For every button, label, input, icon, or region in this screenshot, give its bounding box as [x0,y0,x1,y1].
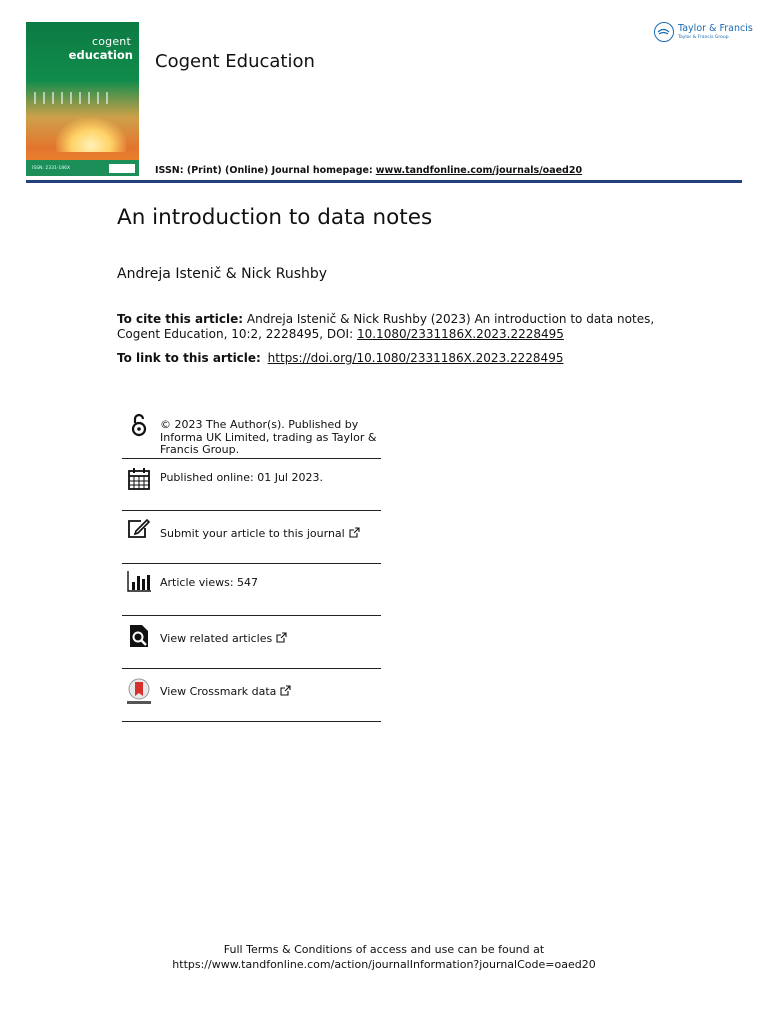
external-link-icon [276,632,287,647]
external-link-icon [349,527,360,542]
article-authors: Andreja Istenič & Nick Rushby [117,266,328,282]
cover-brand-education: education [68,48,133,62]
cite-label: To cite this article: [117,312,244,326]
submit-row[interactable] [122,510,381,564]
edit-icon [126,516,152,542]
journal-cover-image [26,22,139,176]
license-text: © 2023 The Author(s). Published by Informa UK Limited, trading as Taylor & Francis Group. [160,418,377,456]
related-row[interactable] [122,615,381,669]
crossmark-icon [126,678,152,704]
citation-block [117,312,677,341]
article-link-line [117,351,563,365]
terms-line: Full Terms & Conditions of access and use can be found at [223,943,545,956]
publisher-name: Taylor & Francis [678,23,753,34]
related-articles-link[interactable] [160,632,287,647]
related-label: View related articles [160,632,273,645]
license-row [122,410,381,459]
article-title: An introduction to data notes [117,205,433,230]
header-divider [26,180,742,183]
taylor-francis-logo-icon [654,22,674,42]
submit-label: Submit your article to this journal [160,527,345,540]
crossmark-label: View Crossmark data [160,685,277,698]
bar-chart-icon [126,569,152,595]
publisher-subname: Taylor & Francis Group [678,35,729,40]
external-link-icon [280,685,291,700]
published-date: Published online: 01 Jul 2023. [160,471,323,484]
issn-homepage-line [155,165,582,176]
journal-homepage-link[interactable]: www.tandfonline.com/journals/oaed20 [375,165,583,176]
terms-url[interactable]: https://www.tandfonline.com/action/journalInformation?journalCode=oaed20 [172,958,596,971]
search-document-icon [126,623,152,649]
article-doi-link[interactable]: https://doi.org/10.1080/2331186X.2023.2228495 [267,351,564,365]
calendar-icon [126,466,152,492]
submit-article-link[interactable] [160,527,360,542]
views-row [122,563,381,616]
cite-text: Andreja Istenič & Nick Rushby (2023) An introduction to data notes, Cogent Education, 10:2, 2228495, DOI: [117,312,655,341]
cover-brand-cogent: cogent [91,35,131,48]
publisher-logo[interactable] [654,22,753,46]
open-access-icon [126,412,152,438]
routledge-logo-icon [109,164,135,173]
crossmark-row[interactable] [122,668,381,722]
link-label: To link to this article: [117,351,261,365]
crossmark-link[interactable] [160,685,291,700]
issn-label: ISSN: (Print) (Online) Journal homepage: [155,165,373,176]
terms-footer [0,942,768,972]
cover-issn: ISSN: 2331-186X [32,166,71,171]
cover-open-book-graphic [56,118,126,152]
article-views: Article views: 547 [160,576,259,589]
journal-name: Cogent Education [155,51,315,72]
published-row [122,458,381,511]
cover-bottom-strip [26,160,139,176]
cover-columns-graphic [34,92,114,104]
cite-doi-link[interactable]: 10.1080/2331186X.2023.2228495 [356,326,564,341]
